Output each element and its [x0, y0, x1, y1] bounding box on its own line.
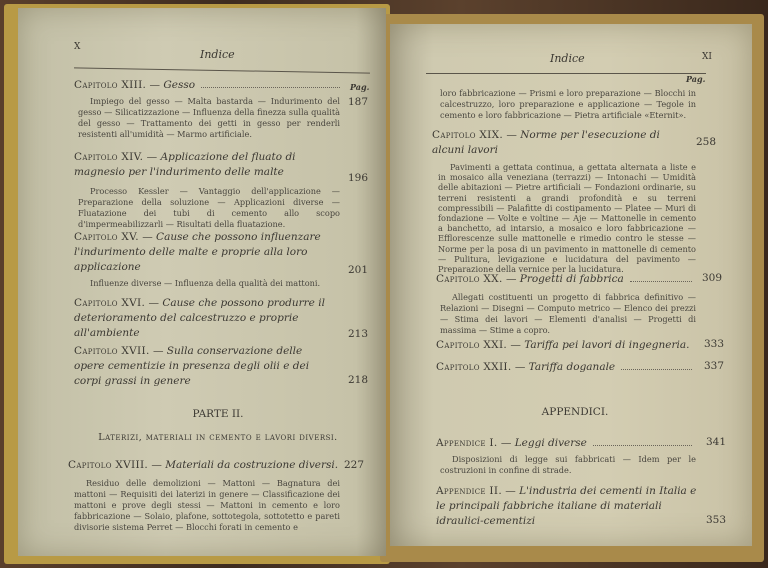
- entry-title: [436, 272, 698, 287]
- entry-title: [436, 338, 698, 353]
- page-number: 258: [696, 136, 717, 148]
- header-rule: [74, 67, 370, 73]
- page-number: 196: [348, 172, 369, 184]
- running-header: Indice: [200, 48, 235, 61]
- chapter-title: — Tariffa doganale: [514, 361, 616, 373]
- entry-title: [74, 150, 336, 180]
- chapter-label: Capitolo XIV.: [74, 151, 144, 163]
- page-number: 341: [706, 436, 727, 448]
- chapter-title: — Applicazione del fluato di magnesio per l'indurimento delle malte: [74, 151, 296, 178]
- part-heading: PARTE II.: [192, 408, 244, 420]
- appendix-label: Appendice I.: [436, 437, 498, 449]
- chapter-title: — Cause che possono influenzare l'indurimento delle malte e proprie alla loro applicazione: [74, 231, 321, 273]
- entry-title: [68, 458, 340, 473]
- part-subtitle: Laterizi, materiali in cemento e lavori diversi.: [98, 432, 338, 443]
- appendix-name: — L'industria dei cementi in Italia e le principali fabbriche italiane di materiali idraulici-cementizi: [436, 485, 697, 527]
- chapter-label: Capitolo XIII.: [74, 79, 147, 91]
- chapter-title: — Materiali da costruzione diversi.: [151, 459, 339, 471]
- chapter-title: — Norme per l'esecuzione di alcuni lavori: [432, 129, 660, 156]
- pag-label: Pag.: [686, 74, 706, 84]
- chapter-label: Capitolo XVIII.: [68, 459, 149, 471]
- page-number: 353: [706, 514, 727, 526]
- entry-description: Pavimenti a gettata continua, a gettata alternata a liste e in mosaico alla veneziana (terrazzi) — Intonachi — Umidità delle abitazioni — Pietre artificiali — Fondazioni ordinarie, su terreni resistenti a grandi profondità e su terreni compressibili — Palafitte di costipamento — Platee — Muri di fondazione — Volte e voltine — Aje — Mattonelle in cemento a banchetto, ad intarsio, a mosaico e loro fabbricazione — Efflorescenze sulle mattonelle e rimedio contro le stesse — Norme per la posa di un pavimento in mattonelle di cemento — Pulitura, levigazione e lucidatura del pavimento — Preparazione della vernice per la lucidatura.: [438, 162, 696, 275]
- appendix-title: [436, 484, 698, 529]
- entry-title: [74, 230, 336, 275]
- page-number: 201: [348, 264, 369, 276]
- pag-label: Pag.: [350, 82, 370, 92]
- chapter-label: Capitolo XVII.: [74, 345, 150, 357]
- chapter-label: Capitolo XIX.: [432, 129, 504, 141]
- chapter-title: — Sulla conservazione delle opere cementizie in presenza degli olii e dei corpi grassi in genere: [74, 345, 310, 387]
- left-page: [18, 8, 386, 556]
- page-number: 218: [348, 374, 369, 386]
- page-number: 213: [348, 328, 369, 340]
- appendici-heading: APPENDICI.: [541, 406, 609, 418]
- running-header: Indice: [550, 52, 585, 65]
- appendix-label: Appendice II.: [436, 485, 502, 497]
- leader-dots: [201, 87, 340, 88]
- header-rule: [426, 73, 706, 74]
- entry-title: [74, 296, 336, 341]
- chapter-title: — Cause che possono produrre il deterioramento del calcestruzzo e proprie all'ambiente: [74, 297, 325, 339]
- chapter-title: — Gesso: [149, 79, 196, 91]
- chapter-label: Capitolo XV.: [74, 231, 139, 243]
- page-number: 337: [704, 360, 725, 372]
- entry-title: [432, 128, 692, 158]
- entry-description: Influenze diverse — Influenza della qualità dei mattoni.: [90, 278, 321, 288]
- folio: X: [74, 42, 81, 52]
- page-number: 187: [348, 96, 369, 108]
- entry-description: Impiego del gesso — Malta bastarda — Indurimento del gesso — Silicatizzazione — Influenza della finezza sulla qualità del gesso — Trattamento dei getti in gesso per renderli resistenti all'umidità — Marmo artificiale.: [78, 96, 340, 139]
- chapter-title: — Tariffa pei lavori di ingegneria.: [510, 339, 690, 351]
- page-number: 309: [702, 272, 723, 284]
- appendix-title: [436, 436, 698, 451]
- folio: XI: [702, 52, 712, 62]
- chapter-label: Capitolo XXI.: [436, 339, 508, 351]
- leader-dots: [621, 369, 692, 370]
- entry-description: Residuo delle demolizioni — Mattoni — Bagnatura dei mattoni — Requisiti dei laterizi in genere — Classificazione dei mattoni e prove degli stessi — Mattoni in cemento e loro fabbricazione — Solaio, plafone, sottotegola, sottotetto e pareti divisorie sistema Perret — Blocchi forati in cemento e: [74, 478, 340, 532]
- entry-description: Allegati costituenti un progetto di fabbrica definitivo — Relazioni — Disegni — Computo metrico — Elenco dei prezzi — Stima dei lavori — Elementi d'analisi — Progetti di massima — Stime a copro.: [440, 292, 696, 335]
- continuation-text: loro fabbricazione — Prismi e loro preparazione — Blocchi in calcestruzzo, loro preparazione e applicazione — Tegole in cemento e loro fabbricazione — Pietra artificiale «Eternit».: [440, 88, 696, 120]
- entry-description: Processo Kessler — Vantaggio dell'applicazione — Preparazione della soluzione — Applicazioni diverse — Fluatazione dei tubi di cemento allo scopo d'impermeabilizzarli — Risultati della fluatazione.: [78, 186, 340, 229]
- right-page: [390, 24, 752, 546]
- leader-dots: [593, 445, 692, 446]
- appendix-description: Disposizioni di legge sui fabbricati — Idem per le costruzioni in confine di strade.: [440, 454, 696, 475]
- chapter-title: — Progetti di fabbrica: [505, 273, 624, 285]
- page-number: 333: [704, 338, 725, 350]
- appendix-name: — Leggi diverse: [500, 437, 587, 449]
- leader-dots: [630, 281, 692, 282]
- entry-title: [74, 78, 346, 93]
- chapter-label: Capitolo XX.: [436, 273, 503, 285]
- chapter-label: Capitolo XVI.: [74, 297, 146, 309]
- entry-title: [436, 360, 698, 375]
- page-number: 227: [344, 459, 365, 471]
- entry-title: [74, 344, 336, 389]
- chapter-label: Capitolo XXII.: [436, 361, 512, 373]
